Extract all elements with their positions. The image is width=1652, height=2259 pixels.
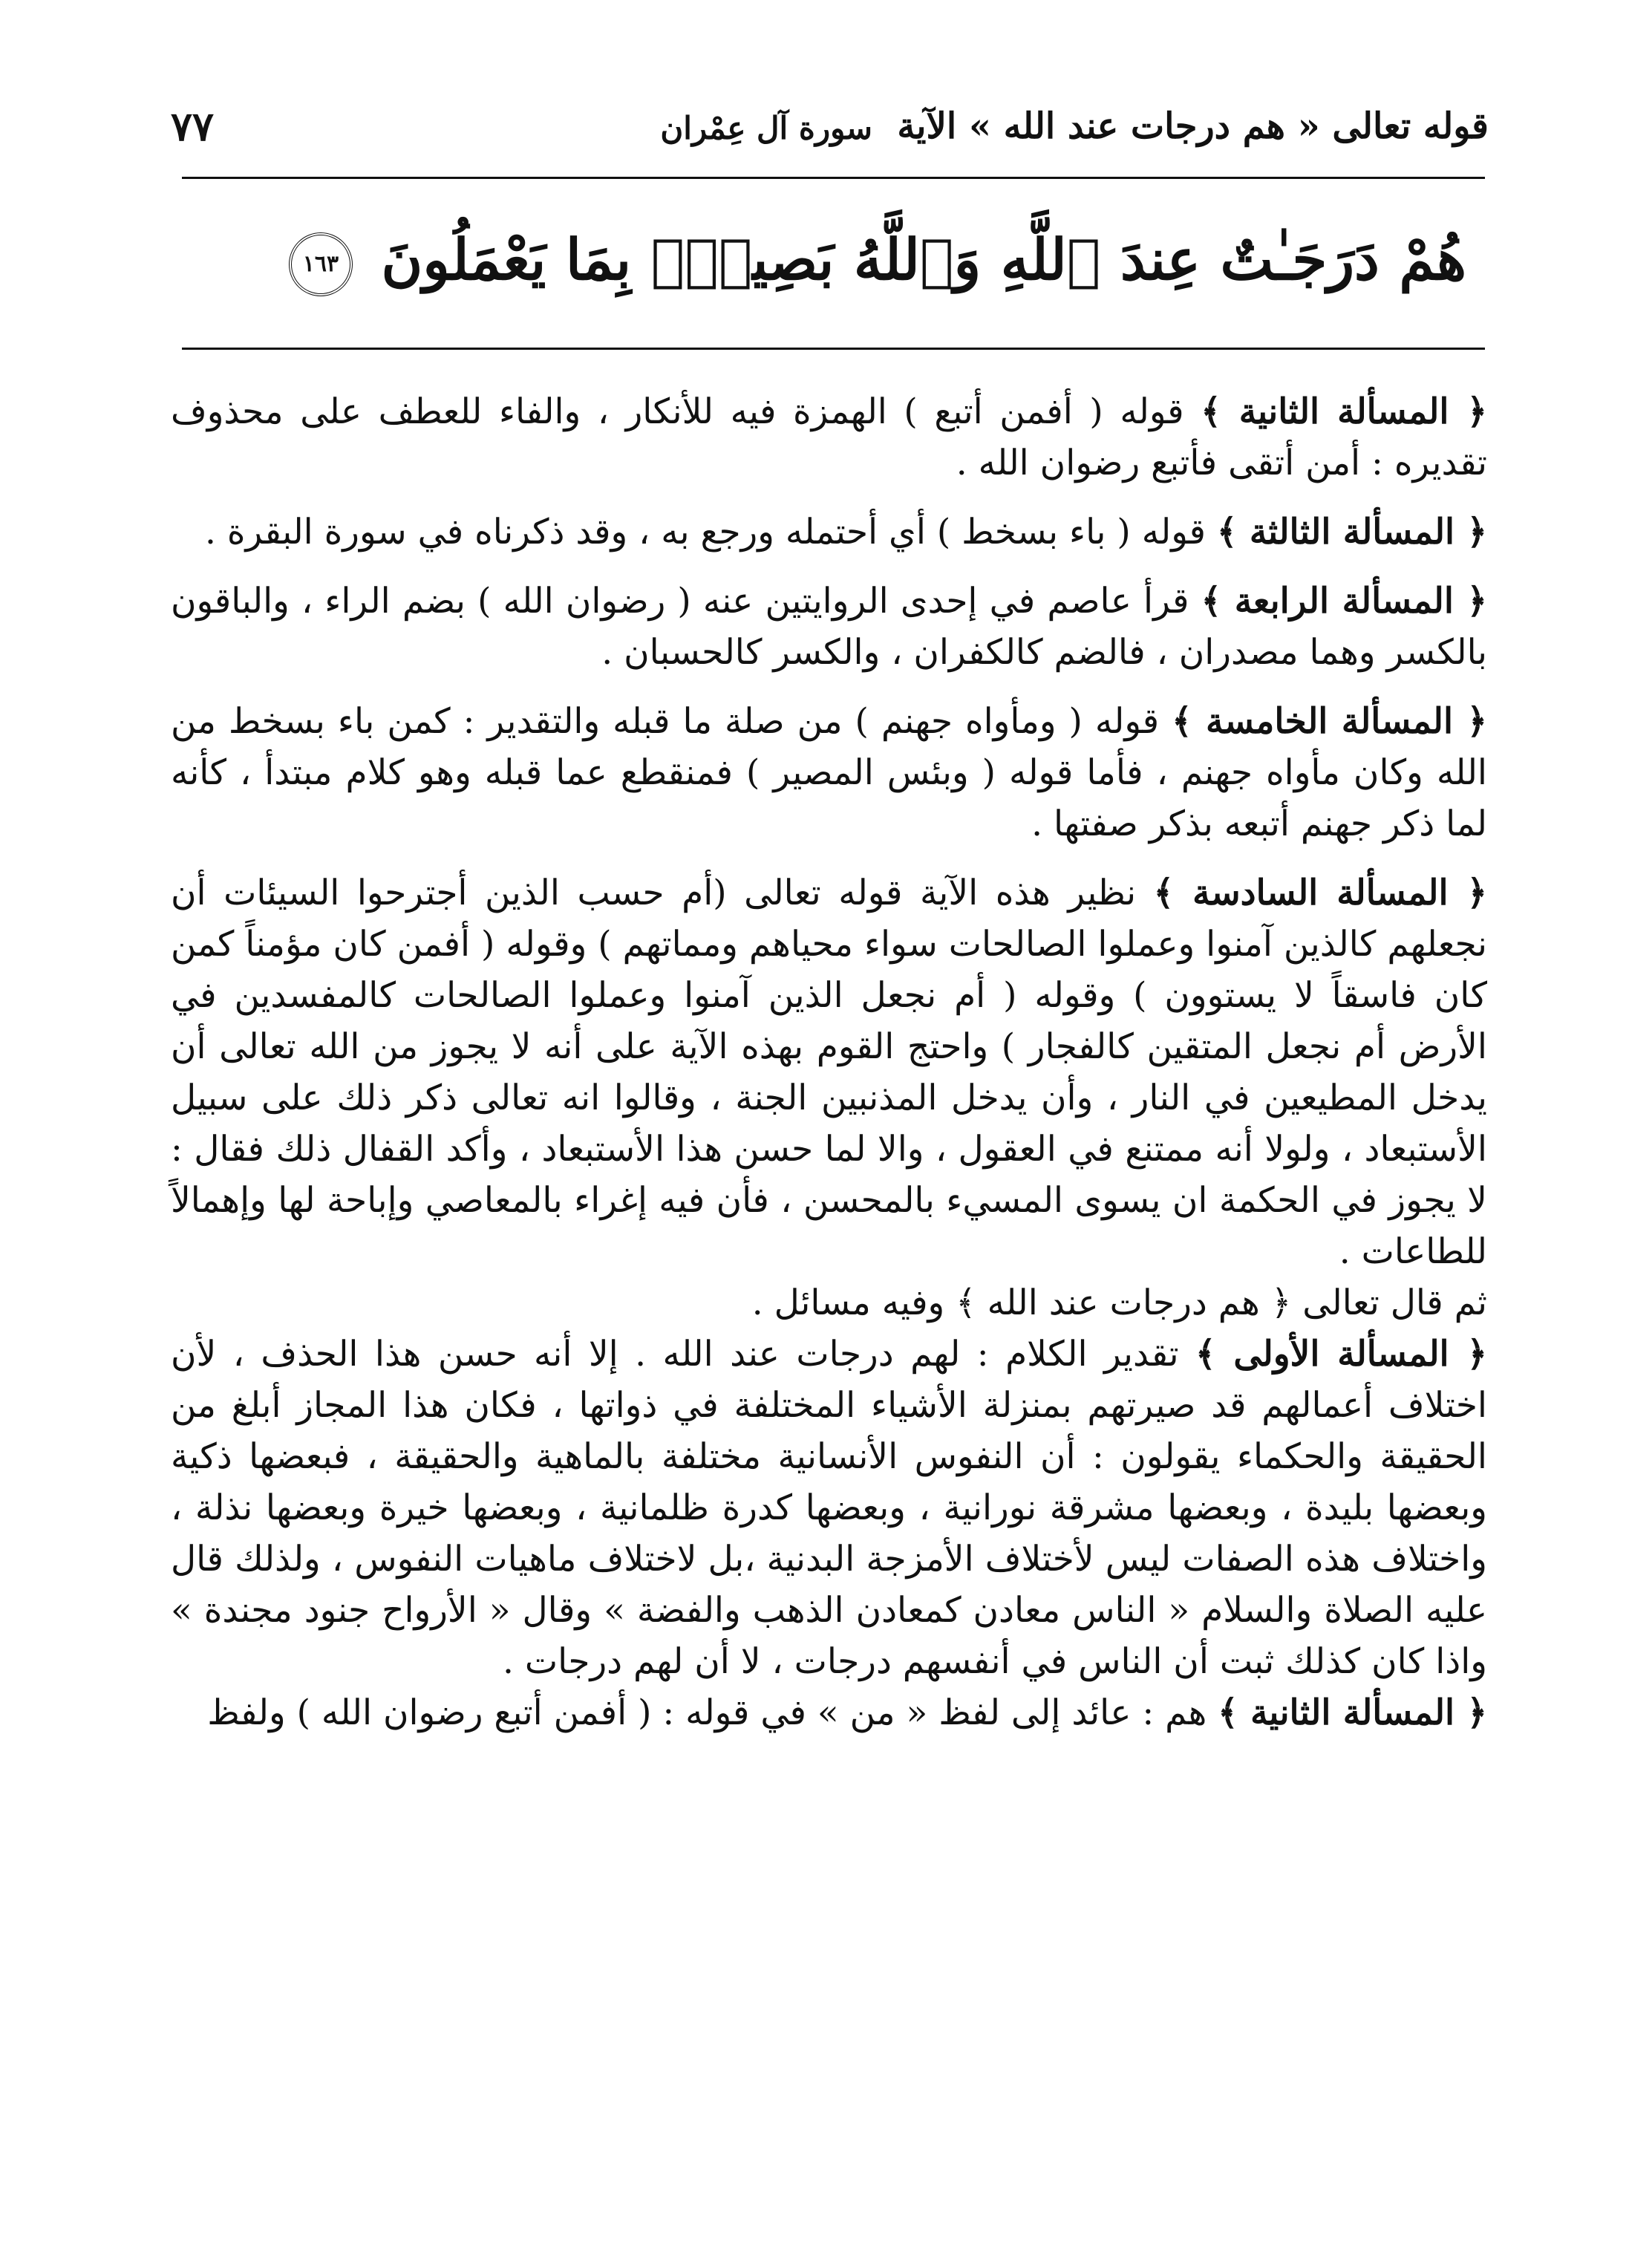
running-header	[171, 97, 1489, 163]
issue-label: ﴿ المسألة الثانية ﴾	[1201, 391, 1487, 432]
paragraph-text: نظير هذه الآية قوله تعالى (أم حسب الذين أجترحوا السيئات أن نجعلهم كالذين آمنوا وعملوا الصالحات سواء محياهم ومماتهم ) وقوله ( أفمن كان مؤمناً كمن كان فاسقاً لا يستوون ) وقوله ( أم نجعل الذين آمنوا وعملوا الصالحات كالمفسدين في الأرض أم نجعل المتقين كالفجار ) واحتج القوم بهذه الآية على أنه لا يجوز من الله تعالى أن يدخل المطيعين في النار ، وأن يدخل المذنبين الجنة ، وقالوا انه تعالى ذكر ذلك على سبيل الأستبعاد ، ولولا أنه ممتنع في العقول ، والا لما حسن هذا الأستبعاد ، وأكد القفال ذلك فقال : لا يجوز في الحكمة ان يسوى المسيء بالمحسن ، فأن فيه إغراء بالمعاصي وإباحة لها وإهمالاً للطاعات .	[171, 873, 1487, 1272]
verse-rule	[182, 348, 1485, 350]
ayah-number-marker: ١٦٣	[289, 232, 353, 296]
paragraph	[171, 386, 1487, 489]
issue-label: ﴿ المسألة السادسة ﴾	[1153, 873, 1487, 913]
surah-name: سورة آل عِمْران	[660, 110, 872, 146]
issue-label: ﴿ المسألة الرابعة ﴾	[1201, 581, 1487, 622]
verse-text: هُمْ دَرَجَـٰتٌ عِندَ ٱللَّهِ وَٱللَّهُ بَصِيرٌۢ بِمَا يَعْمَلُونَ	[381, 226, 1466, 293]
issue-label: ﴿ المسألة الخامسة ﴾	[1172, 701, 1487, 742]
header-rule	[182, 177, 1485, 179]
paragraph	[171, 867, 1487, 1277]
issue-label: ﴿ المسألة الأولى ﴾	[1195, 1334, 1487, 1375]
paragraph	[171, 1687, 1487, 1738]
paragraph-text: قوله ( ومأواه جهنم ) من صلة ما قبله والتقدير : كمن باء بسخط من الله وكان مأواه جهنم ، فأما قوله ( وبئس المصير ) فمنقطع عما قبله وهو كلام مبتدأ ، كأنه لما ذكر جهنم أتبعه بذكر صفتها .	[171, 701, 1487, 844]
paragraph	[171, 1277, 1487, 1329]
paragraph	[171, 576, 1487, 678]
paragraph-text: قوله ( باء بسخط ) أي أحتمله ورجع به ، وقد ذكرناه في سورة البقرة .	[204, 512, 1217, 552]
paragraph	[171, 1329, 1487, 1687]
paragraph	[171, 696, 1487, 850]
quran-verse	[193, 204, 1466, 323]
commentary-body	[171, 386, 1487, 1738]
paragraph-text: قوله ( أفمن أتبع ) الهمزة فيه للأنكار ، والفاء للعطف على محذوف تقديره : أمن أتقى فأتبع رضوان الله .	[171, 391, 1487, 483]
page-number: ٧٧	[171, 102, 215, 150]
paragraph	[171, 506, 1487, 558]
issue-label: ﴿ المسألة الثانية ﴾	[1218, 1692, 1487, 1733]
paragraph-text: تقدير الكلام : لهم درجات عند الله . إلا أنه حسن هذا الحذف ، لأن اختلاف أعمالهم قد صيرتهم بمنزلة الأشياء المختلفة في ذواتها ، فكان هذا المجاز أبلغ من الحقيقة والحكماء يقولون : أن النفوس الأنسانية مختلفة بالماهية والحقيقة ، فبعضها ذكية وبعضها بليدة ، وبعضها مشرقة نورانية ، وبعضها كدرة ظلمانية ، وبعضها خيرة وبعضها نذلة ، واختلاف هذه الصفات ليس لأختلاف الأمزجة البدنية ،بل لاختلاف ماهيات النفوس ، ولذلك قال عليه الصلاة والسلام « الناس معادن كمعادن الذهب والفضة » وقال « الأرواح جنود مجندة » واذا كان كذلك ثبت أن الناس في أنفسهم درجات ، لا أن لهم درجات .	[171, 1334, 1487, 1682]
paragraph-text: ثم قال تعالى ﴿ هم درجات عند الله ﴾ وفيه مسائل .	[751, 1282, 1487, 1323]
paragraph-text: قرأ عاصم في إحدى الروايتين عنه ( رضوان الله ) بضم الراء ، والباقون بالكسر وهما مصدران ، فالضم كالكفران ، والكسر كالحسبان .	[171, 581, 1487, 673]
header-title: قوله تعالى « هم درجات عند الله » الآية	[897, 105, 1489, 147]
issue-label: ﴿ المسألة الثالثة ﴾	[1216, 512, 1487, 552]
paragraph-text: هم : عائد إلى لفظ « من » في قوله : ( أفمن أتبع رضوان الله ) ولفظ	[207, 1692, 1218, 1733]
